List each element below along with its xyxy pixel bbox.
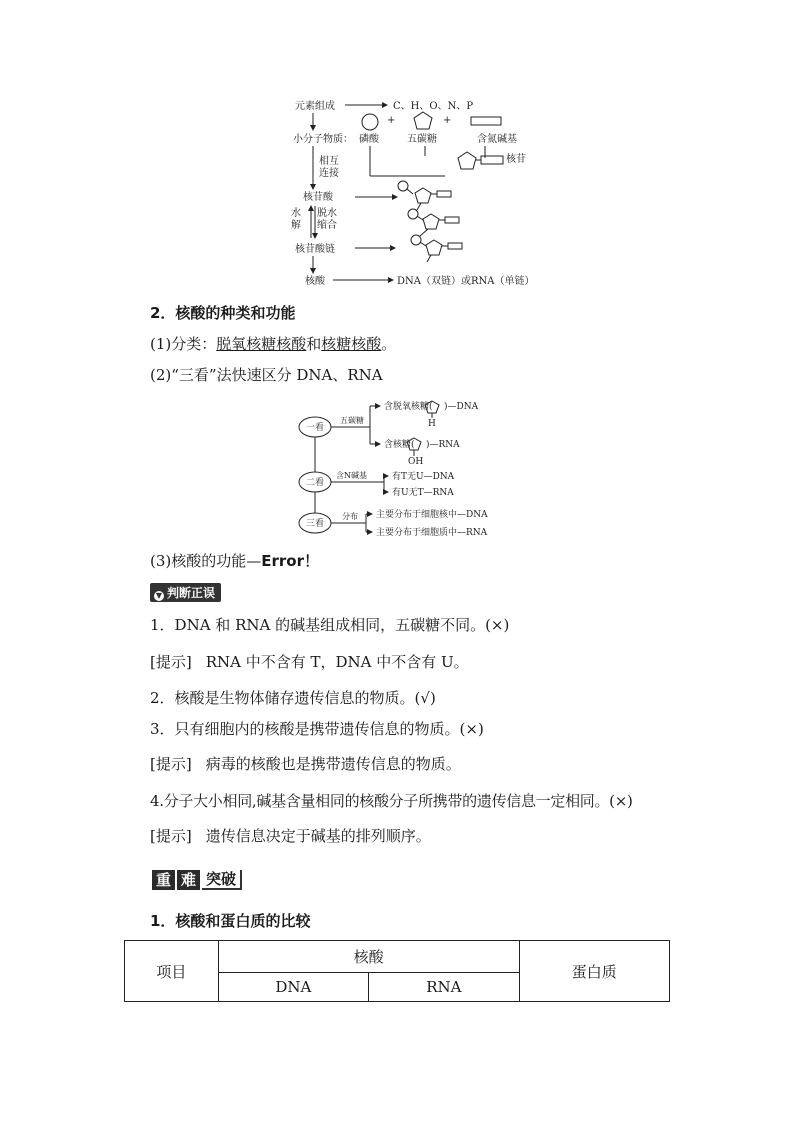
hint-1	[150, 651, 469, 672]
table-header-dna: DNA	[218, 973, 368, 1002]
chain-label: 核苷酸链	[295, 244, 335, 255]
look-three: 三看	[306, 519, 325, 529]
classification-and: 和	[306, 335, 322, 353]
term-rna-name: 核糖核酸	[321, 335, 382, 353]
judge-badge	[150, 582, 221, 602]
label-distribution: 分布	[342, 512, 358, 521]
judge-question-1: 1．DNA 和 RNA 的碱基组成相同，五碳糖不同。(×)	[150, 616, 510, 634]
table-header-nucleic: 核酸	[218, 941, 519, 973]
distribution-row-dna: 主要分布于细胞核中—DNA	[376, 510, 488, 520]
nucleic-acid-label: 核酸	[305, 276, 325, 287]
function-error: Error！	[261, 552, 319, 570]
hint-tag: [提示]	[150, 653, 192, 671]
distribution-row-rna: 主要分布于细胞质中—RNA	[376, 528, 488, 538]
connect-label: 相互	[319, 156, 339, 167]
chevron-down-icon: ▼	[155, 591, 163, 600]
plus-sign: +	[443, 115, 452, 126]
deoxyribose-row-end: )—DNA	[444, 402, 479, 412]
header-char: 重	[152, 870, 175, 890]
look-two: 二看	[306, 478, 325, 488]
judge-question-4: 4.分子大小相同,碱基含量相同的核酸分子所携带的遗传信息一定相同。(×)	[150, 792, 633, 810]
hint-3	[150, 753, 461, 774]
hydrogen-label: H	[428, 419, 436, 429]
look-one: 一看	[306, 423, 325, 433]
base-row-dna: 有T无U—DNA	[392, 472, 455, 482]
deoxyribose-row: 含脱氧核糖(	[384, 402, 433, 412]
dehydration-label: 脱水	[317, 208, 337, 219]
judge-badge-label: 判断正误	[167, 586, 216, 600]
section-heading: 2．核酸的种类和功能	[150, 304, 296, 322]
function-prefix: (3)核酸的功能—	[150, 552, 262, 570]
dehydration-label: 缩合	[317, 220, 337, 231]
hydrolysis-label: 解	[291, 220, 301, 231]
nucleoside-label: 核苷	[506, 154, 526, 165]
nucleotide-label: 核苷酸	[303, 192, 333, 203]
judge-question-3: 3．只有细胞内的核酸是携带遗传信息的物质。(×)	[150, 720, 484, 738]
elements-value: C、H、O、N、P	[393, 101, 474, 112]
hint-text: 遗传信息决定于碱基的排列顺序。	[205, 827, 431, 845]
key-difficulty-header	[152, 870, 242, 890]
result-label: DNA（双链）或RNA（单链）	[397, 276, 535, 287]
header-tail: 突破	[202, 870, 242, 890]
hint-tag: [提示]	[150, 827, 192, 845]
hint-tag: [提示]	[150, 755, 192, 773]
term-dna-name: 脱氧核糖核酸	[216, 335, 307, 353]
label-base: 含N碱基	[336, 471, 367, 480]
hydrolysis-label: 水	[291, 208, 301, 219]
table-header-rna: RNA	[369, 973, 519, 1002]
label-pentose: 五碳糖	[340, 416, 364, 425]
header-char: 难	[177, 870, 200, 890]
base-label: 含氮碱基	[477, 134, 517, 145]
ribose-row-end: )—RNA	[426, 440, 460, 450]
hint-text: RNA 中不含有 T，DNA 中不含有 U。	[205, 653, 469, 671]
function-line	[150, 550, 319, 571]
small-molecule-label: 小分子物质：	[293, 134, 353, 145]
table-header-item: 项目	[125, 941, 219, 1002]
table-header-protein: 蛋白质	[519, 941, 669, 1002]
connect-label: 连接	[319, 168, 339, 179]
hint-4	[150, 825, 431, 846]
three-look-line: (2)“三看”法快速区分 DNA、RNA	[150, 366, 383, 384]
base-row-rna: 有U无T—RNA	[392, 488, 454, 498]
hydroxyl-label: OH	[408, 457, 424, 467]
classification-prefix: (1)分类：	[150, 335, 217, 353]
elements-label: 元素组成	[295, 101, 335, 112]
three-look-diagram	[296, 396, 536, 540]
ribose-row: 含核糖(	[384, 440, 415, 450]
hint-text: 病毒的核酸也是携带遗传信息的物质。	[205, 755, 461, 773]
comparison-table	[124, 940, 670, 1002]
pentose-label: 五碳糖	[407, 134, 437, 145]
classification-line	[150, 333, 396, 354]
phosphate-label: 磷酸	[359, 134, 379, 145]
classification-end: 。	[381, 335, 397, 353]
plus-sign: +	[387, 115, 396, 126]
judge-question-2: 2．核酸是生物体储存遗传信息的物质。(√)	[150, 689, 436, 707]
comparison-heading: 1．核酸和蛋白质的比较	[150, 912, 311, 930]
nucleic-acid-composition-diagram	[285, 92, 545, 292]
